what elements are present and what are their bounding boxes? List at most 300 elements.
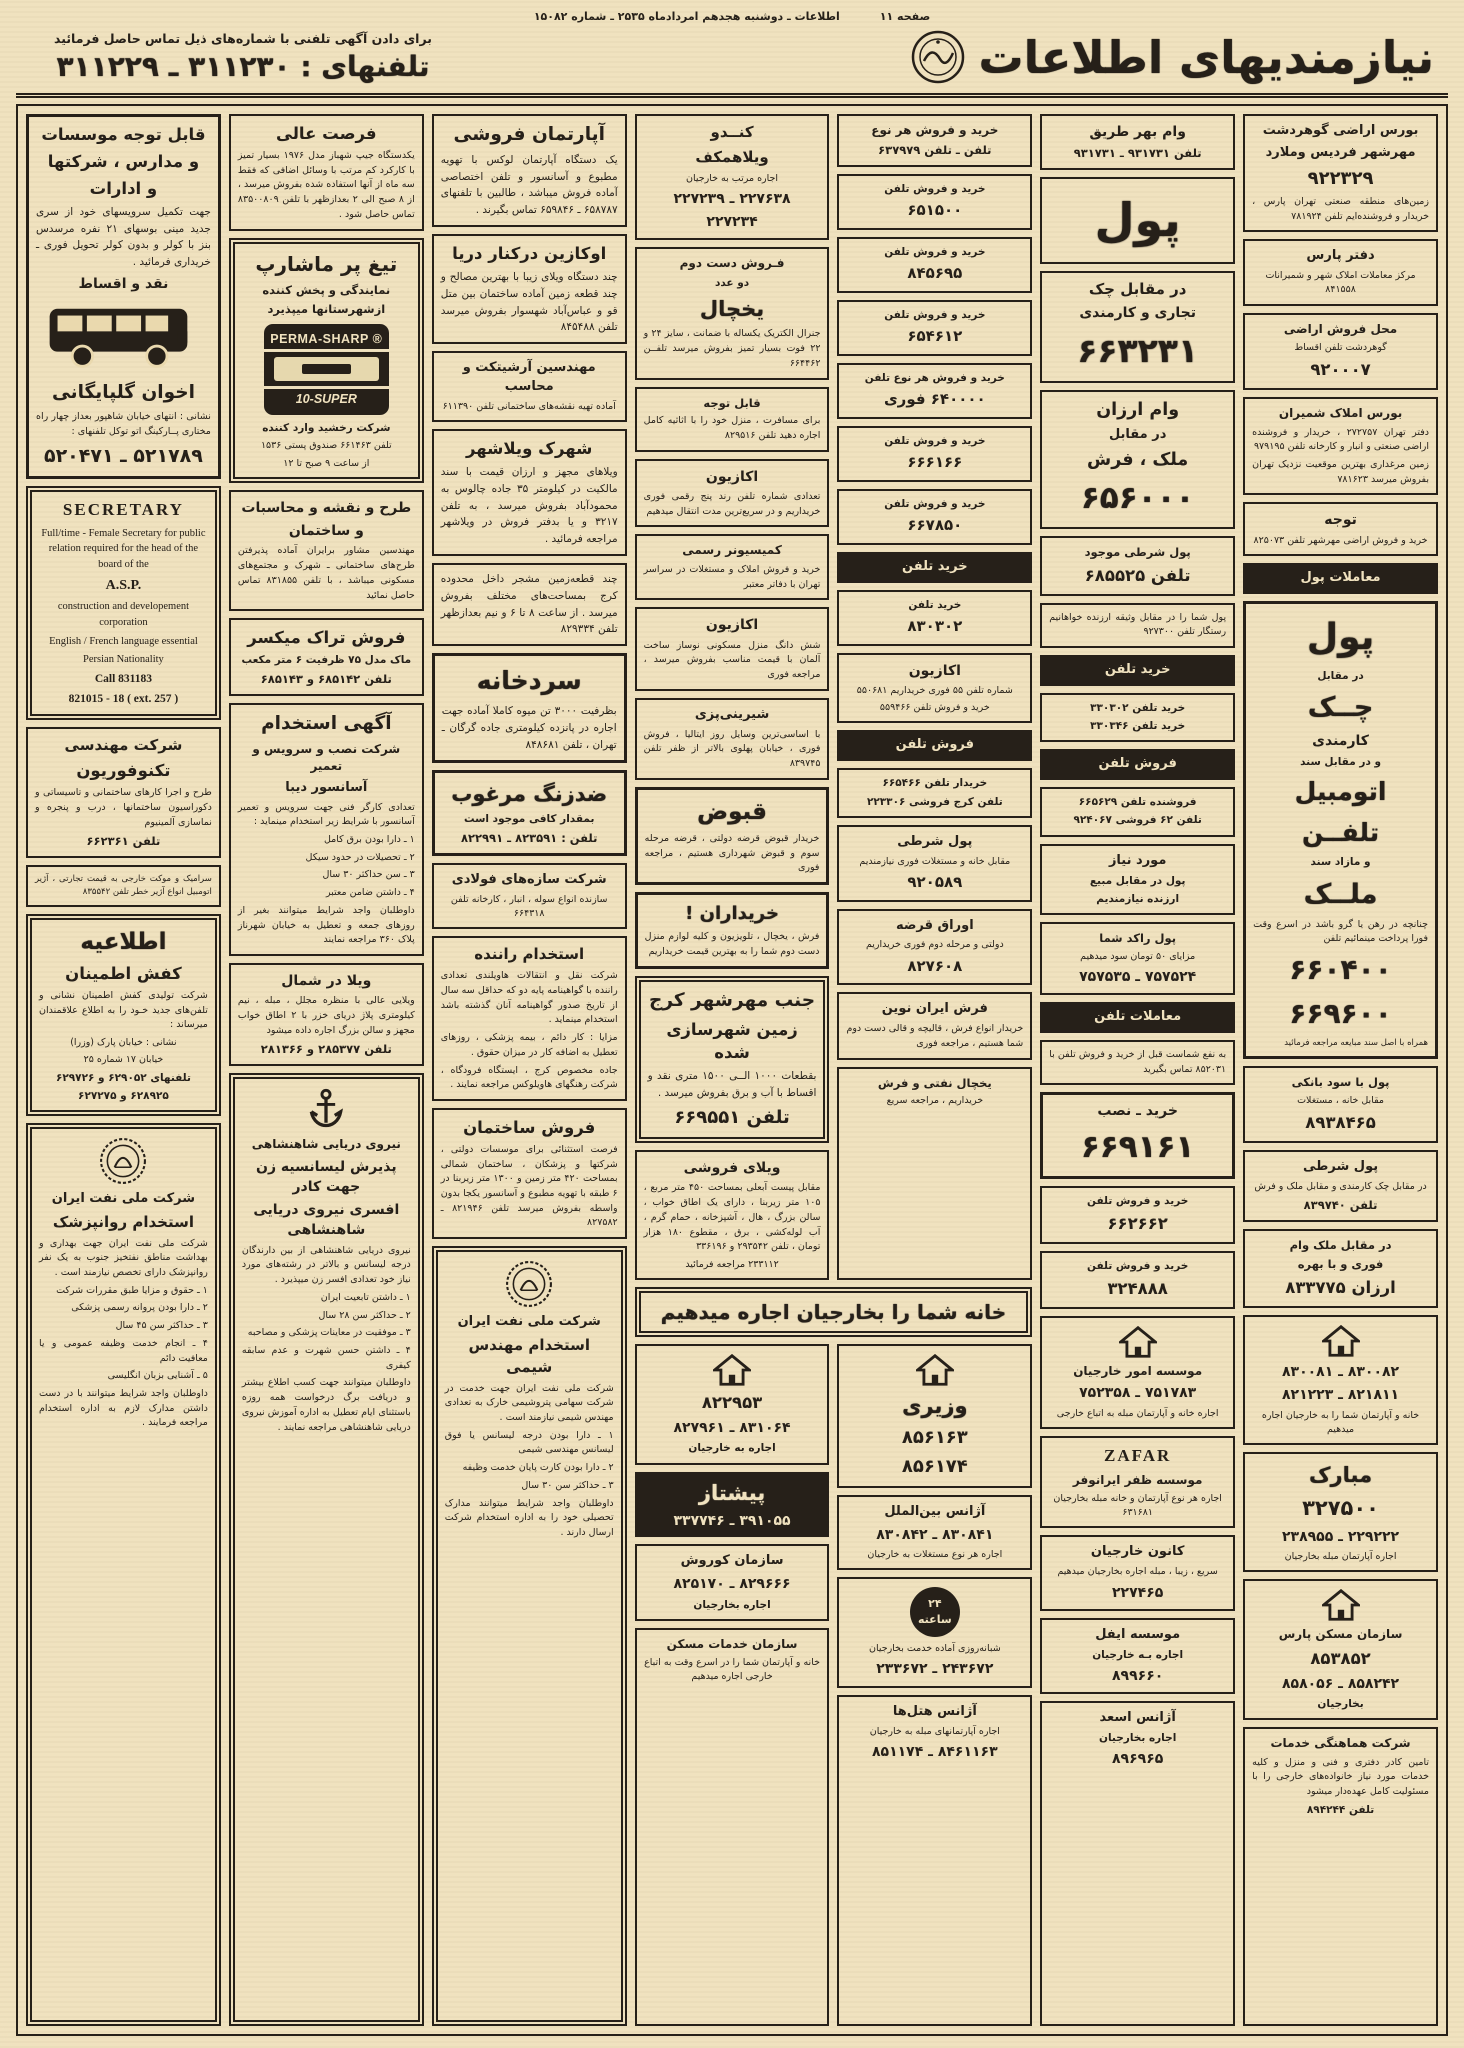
ad-line: خرید تلفن ۳۳۰۳۰۲: [1090, 701, 1186, 714]
ad-line: اجاره آپارتمان مبله بخارجیان: [1284, 1551, 1397, 1563]
ad-line: یک دستگاه آپارتمان لوکس با تهویه مطبوع و آسانسور و تلفن اختصاصی آماده فروش میباشد ، طالبین با تلفنهای ۶۵۸۷۸۷ ـ ۶۵۹۸۴۶ تماس بگیرند .: [440, 153, 618, 217]
ad-line: SECRETARY: [62, 500, 184, 520]
teknofurion-ad: [26, 727, 221, 859]
ad-line: فرصت استثنائی برای موسسات دولتی ، شرکتها و پزشکان ، ساختمان شمالی بمساحت ۴۲۰ متر زمین و ۱۳۰۰ متر زیربنا در ۶ طبقه با تهویه مطبوع و آسانسور یکجا بدون واسطه بفروش میرسد تلفن ۸۲۱۹۴۶ ـ ۸۲۷۵۸۲: [440, 1143, 618, 1229]
ad-line: ۳۲۴۸۸۸: [1107, 1279, 1168, 1299]
ad-line: خریدار انواع فرش ، قالیچه و قالی دست دوم شما هستیم ، مراجعه فوری: [846, 1023, 1024, 1050]
masthead-phone-numbers: تلفنهای : ۳۱۱۲۳۰ ـ ۳۱۱۲۲۹: [56, 50, 430, 83]
daftar-pars-ad: [1243, 239, 1438, 305]
ad-line: در مقابل چک: [1088, 279, 1187, 298]
kanun-kharejian-ad: [1040, 1535, 1235, 1610]
mahal-forush-ad: [1243, 313, 1438, 391]
ad-line: تلفن ۶۶۱۴۶۳ صندوق پستی ۱۵۳۶: [260, 440, 392, 452]
kf-telefon-3: [837, 300, 1032, 356]
ad-line: ازشهرستانها میپذیرد: [267, 302, 386, 317]
sazman-kourosh-ad: [635, 1544, 830, 1620]
bourse-amlak-shemiran-ad: [1243, 397, 1438, 495]
ad-line: خرید و فروش املاک و مستغلات در سراسر تهران با دفاتر معتبر: [643, 563, 821, 590]
ad-line: خرید و فروش تلفن: [884, 246, 986, 259]
moamelat-telefon-banner: [1040, 1002, 1235, 1033]
ad-line: تلفــن: [1301, 818, 1380, 848]
ad-line: A.S.P.: [105, 577, 142, 593]
ad-line: تلفن ۸۳۹۷۴۰: [1303, 1198, 1378, 1213]
ad-line: محل فروش اراضی: [1283, 321, 1398, 336]
ad-line: توجه: [1324, 512, 1357, 529]
ad-line: مهرشهر فردیس وملارد: [1265, 144, 1416, 160]
ghobuz-ad: [635, 787, 830, 886]
ad-line: و ادارات: [89, 178, 158, 198]
ad-line: شهرک ویلاشهر: [466, 439, 593, 459]
navy-recruitment-ad: [229, 1073, 424, 2026]
jonb-mehrshahr-ad: [635, 976, 830, 1143]
okazion-telefon-rond-ad: [635, 459, 830, 528]
ad-line: ۱ ـ حقوق و مزایا طبق مقررات شرکت: [56, 1284, 208, 1296]
ad-line: بظرفیت ۳۰۰۰ تن میوه کاملا آماده جهت اجاره در پانزده کیلومتری جاده گرگان ـ تهران ، تلفن ۸۴۸۶۸۱: [441, 705, 617, 751]
column-3-4-upper: [635, 114, 1033, 1280]
apartment-forushi-ad: [432, 114, 627, 227]
column-6: [229, 114, 424, 2026]
ad-line: فرصت عالی: [276, 124, 377, 143]
ad-line: ویلایی عالی با منظره مجلل ، مبله ، نیم کیلومتری پلاژ دریای خزر با ۲ اطاق خواب مجهز و سالن بزرگ اجاره داده میشود: [237, 995, 415, 1036]
ad-line: خرید و فروش اراضی مهرشهر تلفن ۸۲۵۰۷۳: [1253, 534, 1428, 546]
ad-line: تلفن ۶۶۹۵۵۱: [674, 1106, 790, 1128]
ad-line: تلفن ۶۸۵۱۴۲ و ۶۸۵۱۴۳: [260, 672, 392, 687]
ad-line: آسانسور دیبا: [285, 779, 368, 795]
ad-line: ۷۵۷۵۲۴ ـ ۷۵۷۵۳۵: [1079, 968, 1197, 985]
ad-line: تلفن کرج فروشی ۲۲۳۳۰۶: [866, 795, 1003, 808]
ad-line: اجاره بخارجیان: [693, 1598, 771, 1611]
ad-line: ۵ ـ آشنایی بزبان انگلیسی: [107, 1370, 208, 1382]
ad-line: خرید و فروش هر نوع تلفن: [864, 371, 1005, 384]
ad-line: تلفن ۶۲ فروشی ۹۲۴۰۶۷: [1073, 814, 1202, 827]
ad-line: چنانچه در رهن یا گرو باشد در اسرع وقت فورا پرداخت مینمائیم تلفن: [1253, 918, 1428, 945]
vilaye-forushi-ad: [635, 1150, 830, 1280]
ad-line: ۲ ـ دارا بودن کارت پایان خدمت وظیفه: [462, 1462, 614, 1474]
forush-telefon-banner-2: [837, 730, 1032, 761]
vam-fori-ad: [1243, 1229, 1438, 1308]
ad-line: دولتی و مرحله دوم فوری خریداریم: [865, 939, 1004, 951]
ad-line: تیغ پر ماشارپ: [255, 251, 398, 276]
omur-kharejian-agency-ad: [1040, 1316, 1235, 1429]
ad-line: مرکز معاملات املاک شهر و شمیرانات ۸۴۱۵۵۸: [1265, 270, 1416, 296]
ad-line: ۹۲۰۵۸۹: [907, 872, 963, 891]
ad-line: خرید و فروش تلفن ۵۵۹۴۶۶: [879, 702, 990, 714]
ad-line: اطلاعیه: [80, 928, 167, 955]
column-5: [432, 114, 627, 2026]
ad-line: خرید و فروش تلفن: [1087, 1259, 1189, 1272]
ad-line: و ساختمان: [288, 523, 364, 540]
ad-line: کمیسیونر رسمی: [682, 543, 782, 558]
ad-line: ZAFAR: [1104, 1445, 1172, 1465]
kharejian-rental-ad: [1243, 1315, 1438, 1445]
ad-line: ۶۵۶۰۰۰: [1080, 480, 1195, 517]
ad-line: با اساسی‌ترین وسایل روز ایتالیا ، فروش فوری ، خیابان پهلوی بالاتر از ظفر تلفن ۸۳۹۷۴۵: [643, 728, 821, 769]
ad-line: آپارتمان فروشی: [453, 124, 605, 145]
nioc-chemist-ad: [432, 1246, 627, 2026]
ad-line: اوکازین درکنار دریا: [452, 244, 607, 263]
ad-line: شبانه‌روزی آماده خدمت بخارجیان: [868, 1643, 1001, 1655]
ad-line: خانه و آپارتمان شما را در اسرع وقت به اتباع خارجی اجاره میدهیم: [644, 1657, 820, 1683]
masthead-title: نیازمندیهای اطلاعات: [978, 30, 1434, 84]
ad-line: در مقابل: [1108, 426, 1167, 442]
kf-telefon-1: [837, 174, 1032, 230]
ad-line: ۹۲۰۰۰۷: [1310, 360, 1371, 380]
ad-line: جهت تکمیل سرویسهای خود از سری جدید مینی بوسهای ۲۱ نفره مرسدس بنز با کولر و بدون کولر تحویل فوری ـ خریداری فرمائید .: [35, 205, 211, 269]
track-mixer-ad: [229, 618, 424, 696]
ad-line: بمقدار کافی موجود است: [463, 813, 595, 826]
ad-line: زمین شهرسازی شده: [666, 1019, 798, 1063]
ad-line: ۸۹۳۸۴۶۵: [1305, 1113, 1376, 1132]
tarh-naghshe-ad: [229, 490, 424, 611]
kandu-vila-hamkaf-ad: [635, 114, 830, 240]
ad-line: ۳ ـ موفقیت در معاینات پزشکی و مصاحبه: [247, 1327, 411, 1339]
ad-line: اجاره به خارجیان: [688, 1442, 776, 1455]
agahi-estekhdam-ad: [229, 703, 424, 956]
vaziri-agency-ad: [837, 1344, 1032, 1488]
ad-line: ۸۵۳۸۵۲: [1310, 1648, 1371, 1668]
ad-line: ۲۴۳۶۷۲ ـ ۲۳۳۶۷۲: [876, 1661, 994, 1678]
ad-line: خانه و آپارتمان شما را به خارجیان اجاره میدهیم: [1261, 1409, 1420, 1435]
ad-line: و مازاد سند: [1310, 856, 1371, 869]
ad-line: اجاره هر نوع مستغلات به خارجیان: [867, 1548, 1003, 1560]
ad-line: نیروی دریایی شاهنشاهی: [251, 1137, 401, 1152]
masthead-contact-block: [30, 31, 432, 83]
ad-line: قبوض: [697, 798, 767, 825]
ad-line: آژانس اسعد: [1099, 1710, 1176, 1726]
ad-line: خریداران !: [685, 903, 779, 925]
ad-line: پول در مقابل مبیع: [1089, 874, 1186, 887]
ad-line: ۷۵۱۷۸۳ ـ ۷۵۲۳۵۸: [1079, 1385, 1197, 1402]
ad-line: خرید و فروش تلفن: [884, 497, 986, 510]
ad-line: ۶۲۸۹۲۵ و ۶۲۷۲۷۵: [78, 1089, 169, 1102]
ad-line: پول شرطی: [897, 833, 973, 849]
ad-line: ۲ ـ تحصیلات در حدود سیکل: [305, 851, 415, 863]
ad-line: جنب مهرشهر کرج: [649, 989, 816, 1011]
ad-line: اجاره هر نوع آپارتمان و خانه مبله بخارجیان ۶۳۱۶۸۱: [1053, 1492, 1222, 1519]
ad-line: شرکت نصب و سرویس و تعمیر: [252, 741, 401, 774]
forush-sakhteman-ad: [432, 1108, 627, 1239]
ad-line: شرکت مهندسی: [64, 735, 183, 754]
ad-line: افسری نیروی دریایی شاهنشاهی: [253, 1202, 400, 1239]
ad-line: جاده مخصوص کرج ، ایستگاه فرودگاه ، شرکت رهنگهای هاویلوکس مراجعه نمایند .: [440, 1064, 618, 1091]
house-icon: [1049, 1324, 1226, 1360]
ad-line: ۶۶۷۸۵۰: [907, 516, 963, 535]
house-icon: [1252, 1323, 1429, 1359]
ad-line: فروش تراک میکسر: [247, 628, 406, 648]
ad-line: ۳ ـ سن حداکثر ۳۰ سال: [322, 869, 415, 881]
ad-line: ۴ ـ داشتن حسن شهرت و عدم سابقه کیفری: [241, 1345, 411, 1371]
ad-line: شرکت ملی نفت ایران جهت بهداری و بهداشت مناطق نفتخیز جنوب به یک نفر روانپزشک دارای تخصص نیازمند است .: [38, 1237, 208, 1278]
okazion-telefon-ad: [837, 653, 1032, 724]
ad-line: ۳۹۱۰۵۵ ـ ۳۳۷۷۴۶: [673, 1513, 791, 1530]
classifieds-grid: [16, 104, 1448, 2036]
ad-line: خرید ـ نصب: [1097, 1103, 1178, 1120]
ad-line: اکازیون: [705, 468, 759, 485]
ad-line: خریدار تلفن ۶۶۵۴۶۶: [882, 777, 988, 790]
ad-line: ۲۲۷۲۳۴: [706, 214, 758, 231]
ad-line: پول با سود بانکی: [1291, 1075, 1390, 1090]
ad-line: ۸۵۶۱۷۴: [901, 1455, 968, 1477]
ad-line: تکنوفوریون: [76, 761, 171, 781]
ad-line: تلفن ۶۶۲۳۶۱: [86, 834, 161, 849]
column-3-upper: [837, 114, 1032, 1280]
nioc-emblem: [39, 1135, 208, 1187]
ad-line: فروش ساختمان: [463, 1117, 596, 1137]
masthead: [16, 27, 1448, 98]
ad-line: ۸۹۶۹۶۵: [1112, 1751, 1164, 1768]
ad-line: تلفن ۲۸۵۳۷۷ و ۲۸۱۳۶۶: [260, 1042, 392, 1057]
pishtaz-agency-ad: [635, 1472, 830, 1538]
sardkhane-ad: [432, 653, 627, 763]
ad-line: گوهردشت تلفن اقساط: [1294, 341, 1387, 353]
ad-line: فرش ، یخچال ، تلویزیون و کلیه لوازم منزل دست دوم شما را به بهترین قیمت خریداریم: [644, 931, 820, 957]
pul-vasighe-ad: [1040, 603, 1235, 648]
ad-line: سازمان خدمات مسکن: [666, 1636, 798, 1651]
ad-line: Full/time - Female Secretary for public relation required for the head of the board of the: [41, 527, 206, 571]
ad-line: شیرینی‌پزی: [694, 706, 770, 722]
ad-line: ۴ ـ انجام خدمت وظیفه عمومی و یا معافیت دائم: [38, 1337, 208, 1364]
ad-line: چند قطعه‌زمین مشجر داخل محدوده کرج بمساحت‌های مختلف بفروش میرسد . از ساعت ۸ تا ۶ و نیم بعدازظهر تلفن ۸۲۹۳۳۴: [440, 572, 618, 636]
ad-line: ۶۴۰۰۰۰ فوری: [883, 390, 986, 409]
page-header-line: [16, 8, 1448, 27]
ad-line: تعدادی کارگر فنی جهت سرویس و تعمیر آسانسور با شرایط زیر استخدام مینماید :: [237, 801, 415, 828]
kf-telefon-6: [837, 489, 1032, 545]
ad-line: ۶۶۰۴۰۰: [1289, 953, 1392, 987]
ad-line: ۱ ـ داشتن تابعیت ایران: [320, 1291, 411, 1303]
ad-line: خرید و فروش تلفن: [1087, 1194, 1189, 1207]
ad-line: ۸۲۱۸۱۱ ـ ۸۲۱۲۲۳: [1282, 1387, 1400, 1404]
ad-line: ۶۶۹۱۶۱: [1080, 1128, 1195, 1165]
rental-banner: خانه شما را بخارجیان اجاره میدهیم: [635, 1287, 1033, 1337]
ad-line: زمین‌های منطقه صنعتی تهران پارس ، خریدار و فروشنده‌ایم تلفن ۷۸۱۹۲۴: [1252, 195, 1429, 222]
ad-line: ۶۶۶۱۶۶: [907, 453, 963, 472]
ad-line: و در مقابل سند: [1300, 755, 1382, 768]
okazin-darya-ad: [432, 234, 627, 344]
column-2: [1040, 114, 1235, 2026]
ad-line: پول: [1094, 192, 1181, 247]
nioc-emblem: [445, 1258, 614, 1310]
page-number: صفحه ۱۱: [879, 10, 931, 23]
ad-line: 821015 - 18 ( ext. 257 ): [68, 692, 179, 705]
ad-line: مزایا : کار دائم ، بیمه پزشکی ، روزهای تعطیل به اضافه کار در میزان حقوق .: [440, 1032, 618, 1058]
ad-line: ملــک: [1303, 878, 1378, 910]
ad-line: داوطلبان واجد شرایط میتوانند با در دست داشتن مدارک لازم به اداره استخدام مراجعه فرمایند .: [38, 1388, 208, 1429]
ad-line: استخدام مهندس شیمی: [468, 1336, 590, 1376]
ad-line: وام بهر طریق: [1089, 124, 1186, 140]
kafsh-etminan-ad: [26, 914, 221, 1116]
ad-line: ۲۳۳۱۱۲ مراجعه فرمائید: [685, 1258, 779, 1270]
ad-line: ۵۲۱۷۸۹ ـ ۵۲۰۴۷۱: [43, 444, 203, 467]
ad-line: ۸۳۰۳۰۲: [907, 616, 963, 635]
ad-line: شرکت نقل و انتقالات هاویلندی تعدادی راننده با گواهینامه پایه دو که حداقل سه سال از تاریخ صدور گواهینامه آنان گذشته باشد استخدام مینماید .: [440, 970, 618, 1026]
ad-line: ۱ ـ دارا بودن درجه لیسانس یا فوق لیسانس مهندسی شیمی: [444, 1429, 614, 1456]
ad-line: پول شرطی: [1303, 1158, 1379, 1174]
ad-line: سازمان مسکن پارس: [1278, 1627, 1403, 1642]
ad-line: نمایندگی و پخش کننده: [262, 282, 391, 297]
ad-line: مبارک: [1309, 1463, 1373, 1488]
pul-sud-banki-ad: [1243, 1066, 1438, 1143]
ad-line: خرید و فروش تلفن: [884, 434, 986, 447]
ad-line: شرکت رخشید وارد کننده: [262, 422, 391, 435]
ad-line: ۲ ـ حداکثر سن ۲۸ سال: [318, 1309, 411, 1321]
ad-line: تلفن ۶۸۵۵۲۵: [1084, 565, 1191, 585]
ad-line: پیشتاز: [698, 1480, 766, 1505]
ad-line: Persian Nationality: [83, 654, 164, 666]
kharid-telefon-ads: [1040, 693, 1235, 742]
kharid-forush-har-no-ad: [837, 114, 1032, 167]
forush-telefon-listings: [837, 768, 1032, 817]
ad-line: طرح و اجرا کارهای ساختمانی و تاسیساتی و دکوراسیون ساختمانها ، درب و پنجره و نماسازی آلمینیوم: [34, 787, 212, 828]
ceramic-ad: [26, 865, 221, 907]
ad-line: دفتر تهران ۲۷۲۷۵۷ ، خریدار و فروشنده اراضی صنعتی و انبار و کارخانه تلفن ۹۷۹۱۹۵: [1252, 426, 1429, 453]
ad-line: تلفن ـ تلفن ۶۳۷۹۷۹: [878, 143, 992, 158]
farsh-iran-novin-ad: [837, 992, 1032, 1059]
ad-line: چــک: [1307, 692, 1374, 724]
ad-line: اجاره آپارتمانهای مبله به خارجیان: [869, 1725, 1000, 1737]
ad-line: اجاره مرتب به خارجیان: [686, 172, 779, 184]
column-4-upper: [635, 114, 830, 1280]
ad-line: برای مسافرت ، منزل خود را با اثاثیه کامل اجاره دهید تلفن ۸۲۹۵۱۶: [643, 415, 821, 441]
column-3-4-lower: [635, 1344, 1033, 2026]
ad-line: نیروی دریایی شاهنشاهی از بین دارندگان درجه لیسانس و بالاتر در رشته‌های مورد نیاز خود تعدادی افسر زن میپذیرد .: [241, 1244, 411, 1286]
ejare-kharejian-numbers-ad: [635, 1344, 830, 1464]
ad-line: اتومبیل: [1294, 776, 1387, 806]
ad-line: ملک ، فرش: [1087, 449, 1189, 470]
tavajjoh-ad: [1243, 502, 1438, 556]
ad-line: طرح و نقشه و محاسبات: [241, 499, 412, 516]
ad-line: نقد و اقساط: [78, 275, 169, 292]
kf-telefon-2: [837, 237, 1032, 293]
ad-line: خرید تلفن: [908, 598, 962, 611]
pul-raked-ad: [1040, 922, 1235, 995]
owragh-gharze-ad: [837, 909, 1032, 986]
ad-line: داوطلبان واجد شرایط میتوانند مدارک تحصیلی خود را به اداره استخدام شرکت ارسال دارند .: [444, 1497, 614, 1538]
ad-line: شرکت ملی نفت ایران: [457, 1314, 601, 1330]
ad-line: ۲۲۹۲۲۲ ـ ۲۳۸۹۵۵: [1282, 1528, 1400, 1545]
ad-line: سریع ، زیبا ، مبله اجاره بخارجیان میدهیم: [1057, 1566, 1218, 1578]
ad-line: construction and developement corporation: [57, 601, 190, 628]
moamelat-telefon-ad: [1040, 1040, 1235, 1085]
ad-line: ۸۹۹۶۶۰: [1112, 1667, 1164, 1684]
ad-line: ۳۲۷۵۰۰: [1302, 1496, 1379, 1521]
ad-line: ۲ ـ دارا بودن پروانه رسمی پزشکی: [71, 1302, 208, 1314]
ad-line: سازنده انواع سوله ، انبار ، کارخانه تلفن ۶۶۴۳۱۸: [450, 893, 608, 920]
ad-line: معاملات تلفن: [1094, 1009, 1182, 1025]
moamelat-pul-tab: [1243, 563, 1438, 594]
ad-line: پول شرطی موجود: [1084, 545, 1191, 560]
ad-line: بورس اراضی گوهردشت: [1262, 123, 1419, 138]
issue-info: اطلاعات ـ دوشنبه هجدهم امردادماه ۲۵۳۵ ـ شماره ۱۵۰۸۲: [533, 10, 840, 23]
ad-line: ۳ ـ حداکثر سن ۳۰ سال: [521, 1479, 614, 1491]
ad-line: اخوان گلپایگانی: [51, 382, 195, 404]
eiffel-agency-ad: [1040, 1618, 1235, 1694]
komisioner-ad: [635, 534, 830, 600]
ad-line: ویلای فروشی: [683, 1160, 781, 1177]
house-icon: [846, 1352, 1023, 1388]
ad-line: خرید و فروش تلفن: [884, 183, 986, 196]
sazman-maskan-pars-ad: [1243, 1579, 1438, 1720]
ad-line: آژانس بین‌الملل: [884, 1503, 986, 1519]
ad-line: در مقابل: [1317, 669, 1364, 682]
forush-telefon-banner: [1040, 749, 1235, 780]
asad-agency-ad: [1040, 1701, 1235, 2026]
minibus-ad: [26, 114, 221, 479]
ad-line: ۸۳۱۰۶۴ ـ ۸۲۷۹۶۱: [673, 1420, 791, 1437]
ad-line: ۶۶۹۶۰۰: [1289, 996, 1392, 1030]
ad-line: شش دانگ منزل مسکونی نوساز ساخت آلمان با قیمت مناسب بفروش میرسد ، مراجعه فوری: [643, 639, 821, 680]
kf-telefon-4: [837, 363, 1032, 419]
ad-line: فرش ایران نوین: [881, 1001, 988, 1017]
ad-line: آژانس هتل‌ها: [892, 1703, 977, 1719]
ad-line: دفتر پارس: [1306, 248, 1375, 264]
ad-line: قابل توجه موسسات: [41, 125, 206, 144]
okazion-manzel-ad: [635, 607, 830, 690]
ad-line: شرکت سازه‌های فولادی: [451, 872, 607, 888]
ad-line: استخدام روانپزشک: [52, 1212, 194, 1231]
ad-line: اوراق قرضه: [895, 917, 974, 933]
ad-line: 10-SUPER: [264, 389, 389, 415]
kharid-nasb-ad: [1040, 1092, 1235, 1178]
pul-sharti-mojud-ad: [1040, 536, 1235, 596]
ad-line: ۸۴۶۱۱۶۳ ـ ۸۵۱۱۷۴: [872, 1743, 998, 1760]
ad-line: آگهی استخدام: [261, 713, 392, 735]
ad-line: پذیرش لیسانسیه زن جهت کادر: [256, 1158, 397, 1195]
vam-behar-tarigh-ad: [1040, 114, 1235, 170]
arshitekt-ad: [432, 351, 627, 422]
estekhdam-ranandeh-ad: [432, 936, 627, 1101]
ad-line: در مقابل ملک وام: [1289, 1237, 1392, 1252]
ad-line: خیابان ۱۷ شماره ۲۵: [83, 1054, 164, 1066]
ad-line: ویلا در شمال: [281, 973, 372, 990]
ad-line: ماک مدل ۷۵ ظرفیت ۶ متر مکعب: [241, 654, 412, 667]
ad-line: داوطلبان میتوانند جهت کسب اطلاع بیشتر و دریافت برگ درخواست همه روزه باستثنای ایام تعطیل به اداره آموزش نیروی دریایی شاهنشاهی مراجعه نمایند .: [241, 1377, 411, 1433]
hotel-agency-ad: [837, 1695, 1032, 2026]
nioc-emblem: [505, 1260, 553, 1308]
ad-line: ۲۲۷۶۳۸ ـ ۲۲۷۲۳۹: [673, 190, 791, 207]
ad-line: بخارجیان: [1317, 1698, 1364, 1711]
ad-line: پول شما را در مقابل وثیقه ارزنده خواهانیم رستگار تلفن ۹۲۷۳۰۰: [1049, 611, 1227, 638]
ad-line: ۱ ـ دارا بودن برق کامل: [323, 833, 415, 845]
ad-line: اجاره بخارجیان: [1099, 1732, 1177, 1745]
vam-arzan-ad: [1040, 390, 1235, 530]
truck-icon: [36, 297, 211, 377]
ad-line: فروش تلفن: [1098, 756, 1177, 772]
yakhchal-nafti-ad: [837, 1067, 1032, 1280]
forush-telefon-ads: [1040, 787, 1235, 836]
ad-line: زمین مرغداری بهترین موقعیت نزدیک تهران بفروش میرسد ۷۸۱۶۲۳: [1252, 458, 1429, 485]
ad-line: اجاره بـه خارجیان: [1092, 1648, 1184, 1661]
ad-line: وزیری: [902, 1394, 968, 1419]
ad-line: PERMA-SHARP ®: [264, 324, 389, 349]
ad-line: شرکت ملی نفت ایران جهت خدمت در شرکت سهامی پتروشیمی خارک به تعدادی مهندس شیمی نیازمند است .: [444, 1382, 614, 1423]
pul-display-ad: [1040, 177, 1235, 264]
ad-line: قابل توجه: [703, 395, 761, 410]
shirini-pazi-ad: [635, 698, 830, 780]
shabaneruzi-24-ad: [837, 1577, 1032, 1688]
ad-line: شرکت هماهنگی خدمات: [1270, 1736, 1411, 1751]
ad-line: خرید تلفن: [1104, 662, 1171, 678]
ad-line: ۸۵۸۲۴۲ ـ ۸۵۸۰۵۶: [1282, 1675, 1400, 1692]
ad-line: ۸۳۰۰۸۲ ـ ۸۳۰۰۸۱: [1282, 1363, 1400, 1380]
anchor-icon: [304, 1087, 348, 1131]
ad-line: اجاره خانه و آپارتمان مبله به اتباع خارجی: [1056, 1407, 1219, 1419]
nioc-psychiatrist-ad: [26, 1123, 221, 2026]
ad-line: ارزنده نیازمندیم: [1096, 892, 1180, 905]
ad-line: معاملات پول: [1300, 569, 1381, 585]
ad-line: ۸۴۵۶۹۵: [907, 264, 963, 283]
ad-line: بورس املاک شمیران: [1278, 406, 1403, 421]
kharid-telefon-banner: [1040, 655, 1235, 686]
